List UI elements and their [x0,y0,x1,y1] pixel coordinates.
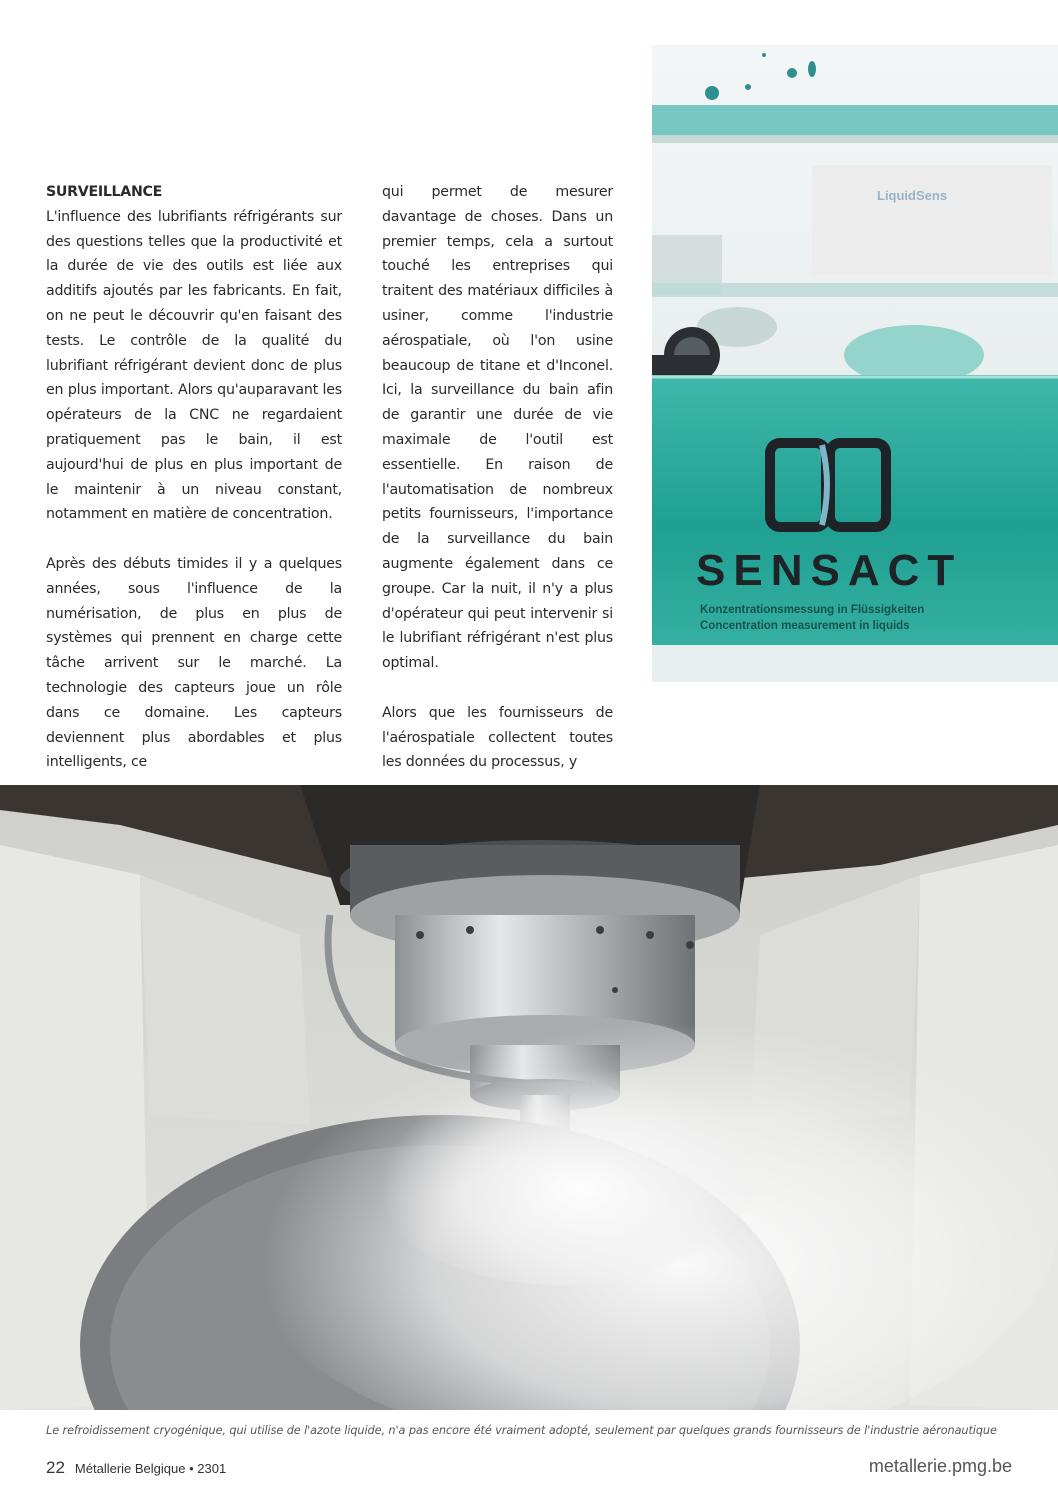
paragraph: qui permet de mesurer davantage de choses. Dans un premier temps, cela a surtout touché les entreprises qui traitent des matériaux difficiles à usiner, comme l'industrie aérospatiale, où l'on usine beaucoup de titane et d'Inconel. Ici, la surveillance du bain afin de garantir une durée de vie maximale de l'outil est essentielle. En raison de l'automatisation de nombreux petits fournisseurs, l'importance de la surveillance du bain augmente également dans ce groupe. Car la nuit, il n'y a plus d'opérateur qui peut intervenir si le lubrifiant réfrigérant n'est plus optimal. [382,184,613,672]
cryogenic-spindle-photo [0,785,1058,1410]
spindle-illustration [0,785,1058,1410]
website-link[interactable]: metallerie.pmg.be [868,1456,1012,1476]
article-column-1 [46,180,342,775]
photo-caption: Le refroidissement cryogénique, qui utilise de l'azote liquide, n'a pas encore été vraiment adopté, seulement par quelques grands fournisseurs de l'industrie aéronautique [46,1424,997,1437]
tank-line-2: Concentration measurement in liquids [700,620,910,632]
paragraph: Après des débuts timides il y a quelques années, sous l'influence de la numérisation, de plus en plus de systèmes qui prennent en charge cette tâche arrivent sur le marché. La technologie des capteurs joue un rôle dans ce domaine. Les capteurs deviennent plus abordables et plus intelligents, ce [46,555,342,771]
page-number: 22 [46,1458,65,1477]
sensor-tank-illustration [652,45,1058,682]
footer-left [46,1458,226,1478]
article-column-2 [382,180,613,775]
sign-text: LiquidSens [877,188,948,203]
paragraph: Alors que les fournisseurs de l'aérospatiale collectent toutes les données du processus, y [382,704,613,771]
brand-text: SENSACT [696,546,963,595]
tank-line-1: Konzentrationsmessung in Flüssigkeiten [700,604,925,616]
sensor-tank-photo [652,45,1058,682]
section-heading: SURVEILLANCE [46,184,163,200]
paragraph: L'influence des lubrifiants réfrigérants sur des questions telles que la productivité et la durée de vie des outils est liée aux additifs ajoutés par les fabricants. En fait, on ne peut le découvrir qu'en faisant des tests. Le contrôle de la qualité du lubrifiant réfrigérant devient donc de plus en plus important. Alors qu'auparavant les opérateurs de la CNC ne regardaient pratiquement pas le bain, il est aujourd'hui de plus en plus important de le maintenir à un niveau constant, notamment en matière de concentration. [46,208,342,523]
publication-name: Métallerie Belgique • 2301 [74,1461,227,1476]
